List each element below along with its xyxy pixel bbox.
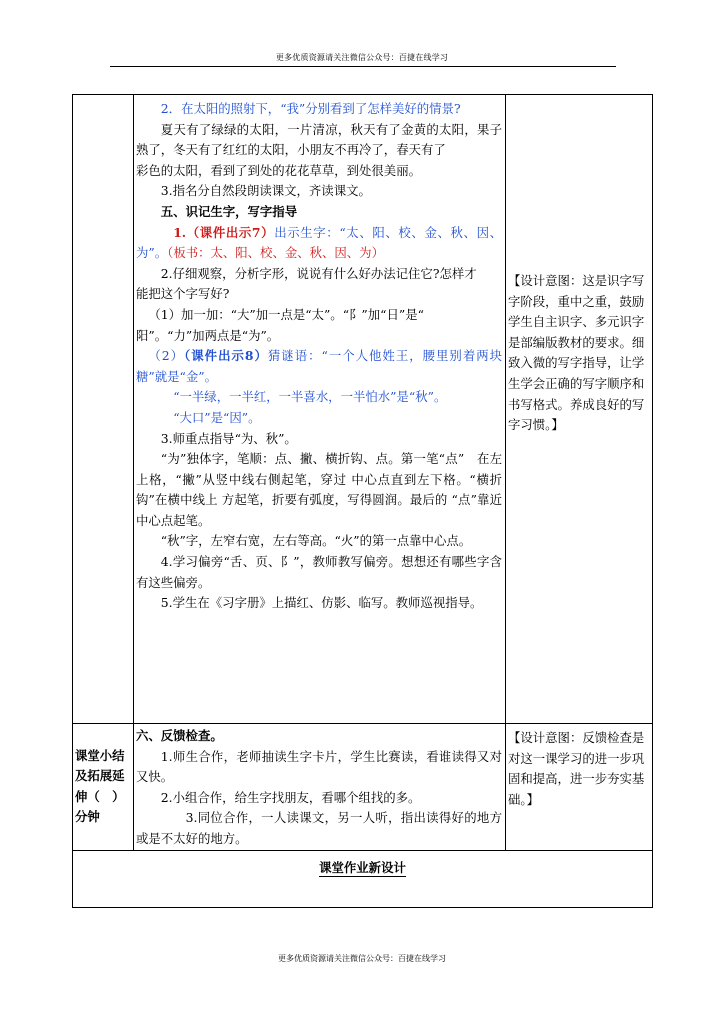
- feedback-step-2: 2.小组合作，给生字找朋友，看哪个组找的多。: [160, 789, 421, 805]
- new-characters: 出示生字：“太、阳、校、金、秋、因、为”。: [136, 224, 502, 261]
- courseware-8-label: （课件出示8）: [184, 348, 268, 364]
- page-header: 更多优质资源请关注微信公众号：百捷在线学习: [275, 53, 449, 62]
- question-2: 2．在太阳的照射下，“我”分别看到了怎样美好的情景?: [160, 101, 461, 116]
- process-content-cell: [134, 95, 506, 724]
- section-5-heading: 五、识记生字，写字指导: [160, 203, 298, 219]
- step-5-practice: 5.学生在《习字册》上描红、仿影、临写。教师巡视指导。: [160, 595, 483, 611]
- step-1-courseware: [136, 223, 502, 264]
- summary-row: [73, 724, 653, 851]
- method-add: （1）加一加：“大”加一点是“太”。“阝”加“日”是“: [148, 306, 424, 322]
- method-add-continued: 阳”。“力”加两点是“为”。: [136, 327, 280, 343]
- method-riddle: [136, 346, 502, 387]
- homework-title: 课堂作业新设计: [319, 859, 406, 875]
- answer-text-continued: 彩色的太阳，看到了到处的花花草草，到处很美丽。: [136, 162, 421, 178]
- blackboard-note: （板书：太、阳、校、金、秋、因、为）: [167, 245, 384, 261]
- step-2-continued: 能把这个字写好?: [136, 286, 230, 302]
- lesson-plan-table: [72, 94, 653, 908]
- design-intent-cell-2: [506, 724, 653, 851]
- riddle-because: “大口”是“因”。: [173, 409, 261, 425]
- teaching-process-row: [73, 95, 653, 724]
- feedback-step-1: 1.师生合作，老师抽读生字卡片，学生比赛读，看谁读得又对又快。: [136, 748, 502, 785]
- step-2-observe: 2.仔细观察，分析字形，说说有什么好办法记住它?怎样才: [160, 265, 477, 281]
- design-intent-cell: [506, 95, 653, 724]
- summary-label: 课堂小结及拓展延伸（ ）分钟: [73, 724, 134, 851]
- design-intent-note-1: 【设计意图：这是识字写字阶段，重中之重，鼓励学生自主识字、多元识字是部编版教材的要求。细致入微的写字指导，让学生学会正确的写字顺序和书写格式。养成良好的写字习惯。】: [508, 273, 645, 433]
- answer-text: 夏天有了绿绿的太阳，一片清凉，秋天有了金黄的太阳，果子熟了，冬天有了红红的太阳，小朋友不再冷了，春天有了: [136, 121, 502, 158]
- step-3-guide: 3.师重点指导“为、秋”。: [160, 430, 297, 446]
- courseware-7-label: 1.（课件出示7）: [173, 224, 275, 240]
- step-4-radicals: 4.学习偏旁“舌、页、阝”，教师教写偏旁。想想还有哪些字含有这些偏旁。: [136, 554, 502, 590]
- page-footer: 更多优质资源请关注微信公众号：百捷在线学习: [278, 954, 446, 963]
- header-rule: [110, 66, 616, 67]
- section-6-heading: 六、反馈检查。: [136, 728, 223, 743]
- feedback-step-3: 3.同位合作，一人读课文，另一人听，指出读得好的地方或是不太好的地方。: [136, 810, 502, 846]
- homework-row: [73, 850, 653, 907]
- guide-wei: “为”独体字，笔顺：点、撇、横折钩、点。第一笔“点” 在左上格，“撇”从竖中线右侧起笔，穿过 中心点直到左下格。“横折钩”在横中线上 方起笔，折要有弧度，写得圆润。最后的 “点”靠近中心点起笔。: [136, 451, 502, 528]
- guide-qiu: “秋”字，左窄右宽，左右等高。“火”的第一点靠中心点。: [160, 533, 472, 549]
- homework-cell: [73, 850, 653, 907]
- design-intent-note-2: 【设计意图：反馈检查是对这一课学习的进一步巩固和提高，进一步夯实基础。】: [508, 730, 645, 807]
- riddle-autumn: “一半绿，一半红，一半喜水，一半怕水”是“秋”。: [173, 389, 447, 405]
- riddle-gold: 猜谜语：“一个人他姓王，腰里别着两块糖”就是“金”。: [136, 348, 502, 384]
- riddle-number: （2）: [148, 348, 185, 364]
- label-cell-empty: [73, 95, 134, 724]
- step-3-reading: 3.指名分自然段朗读课文，齐读课文。: [160, 183, 371, 199]
- summary-content-cell: [134, 724, 506, 851]
